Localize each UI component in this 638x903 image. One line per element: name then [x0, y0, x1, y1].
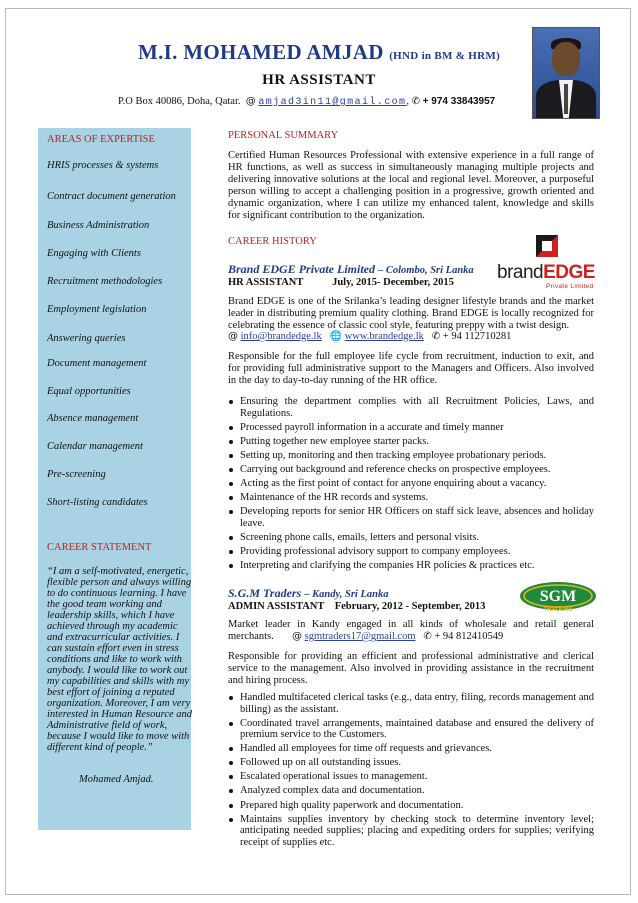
company-location: – Kandy, Sri Lanka	[304, 589, 389, 600]
company-contact	[228, 331, 511, 342]
company-location: – Colombo, Sri Lanka	[378, 265, 474, 276]
sgm-logo-sub: TRADERS	[543, 607, 573, 613]
job-role: ADMIN ASSISTANT February, 2012 - September, 2013	[228, 601, 486, 612]
company-name: Brand EDGE Private Limited – Colombo, Sri Lanka	[228, 262, 474, 276]
company-phone: + 94 112710281	[442, 331, 512, 342]
summary-text: Certified Human Resources Professional with extensive experience in a full range of HR functions, as well as success in simultaneously managing multiple projects and delivering innovative solutions at the local and regional level. Moreover, a purposeful person willing to accept a challenging position in a progressive, growth oriented and dynamic organization, where I can utilize my enhanced talent, knowledge and skills for significant contribution to the organization.	[228, 150, 594, 221]
phone-icon: ✆	[411, 96, 421, 107]
duty-item: Developing reports for senior HR Officers on staff sick leave, absences and holiday leave.	[228, 506, 594, 529]
globe-icon: 🌐	[329, 331, 343, 342]
company-email-link[interactable]: info@brandedge.lk	[240, 331, 322, 342]
expertise-item: Calendar management	[47, 441, 143, 452]
duty-item: Carrying out background and reference checks on prospective employees.	[228, 464, 594, 476]
summary-heading: PERSONAL SUMMARY	[228, 130, 339, 141]
email-icon: @	[245, 96, 256, 107]
duty-item: Maintains supplies inventory by checking stock to determine inventory level; anticipating needed supplies; placing and expediting orders for supplies; verifying receipt of supplies etc.	[228, 814, 594, 849]
expertise-item: Answering queries	[47, 333, 126, 344]
duty-item: Escalated operational issues to management.	[228, 771, 594, 783]
expertise-item: Pre-screening	[47, 469, 106, 480]
job-period: February, 2012 - September, 2013	[334, 601, 486, 612]
profile-photo	[532, 27, 600, 119]
expertise-item: Employment legislation	[47, 304, 147, 315]
sgm-traders-logo	[519, 581, 597, 613]
duty-item: Handled all employees for time off requests and grievances.	[228, 743, 594, 755]
job-role: HR ASSISTANT July, 2015- December, 2015	[228, 277, 454, 288]
address: P.O Box 40086, Doha, Qatar.	[118, 96, 241, 107]
career-heading: CAREER HISTORY	[228, 236, 317, 247]
duty-item: Maintenance of the HR records and systems.	[228, 492, 594, 504]
candidate-name: M.I. MOHAMED AMJAD (HND in BM & HRM)	[137, 40, 501, 64]
expertise-item: Short-listing candidates	[47, 497, 148, 508]
email-link[interactable]: amjad3in11@gmail.com	[258, 97, 407, 108]
expertise-item: Absence management	[47, 413, 139, 424]
duty-item: Putting together new employee starter packs.	[228, 436, 594, 448]
expertise-item: HRIS processes & systems	[47, 160, 159, 171]
phone-icon: ✆	[423, 631, 432, 642]
duty-item: Analyzed complex data and documentation.	[228, 785, 594, 797]
expertise-heading: AREAS OF EXPERTISE	[47, 134, 155, 145]
expertise-item: Document management	[47, 358, 147, 369]
company-email-link[interactable]: sgmtraders17@gmail.com	[304, 631, 416, 642]
duty-item: Followed up on all outstanding issues.	[228, 757, 594, 769]
expertise-item: Recruitment methodologies	[47, 276, 163, 287]
job-period: July, 2015- December, 2015	[332, 277, 454, 288]
duty-item: Coordinated travel arrangements, maintained database and ensured the delivery of premium service to the Customers.	[228, 718, 594, 741]
company-website-link[interactable]: www.brandedge.lk	[344, 331, 424, 342]
company-contact	[292, 631, 503, 642]
phone-number: + 974 33843957	[422, 96, 496, 107]
phone-icon: ✆	[431, 331, 441, 342]
company-description: Market leader in Kandy engaged in all kinds of wholesale and retail general merchants.	[228, 619, 594, 642]
duty-item: Setting up, monitoring and then tracking employee probationary periods.	[228, 450, 594, 462]
duty-item: Ensuring the department complies with all Recruitment Policies, Laws, and Regulations.	[228, 396, 594, 419]
job-responsibility: Responsible for the full employee life cycle from recruitment, induction to exit, and for providing full administrative support to the Managers and Officers. Also involved in the day to day-to-day running of the HR office.	[228, 351, 594, 386]
brand-edge-logo-sub: Private Limited	[546, 283, 594, 290]
duty-list	[228, 692, 594, 851]
email-icon: @	[228, 331, 238, 342]
expertise-item: Equal opportunities	[47, 386, 131, 397]
company-name: S.G.M Traders – Kandy, Sri Lanka	[228, 586, 389, 600]
email-icon: @	[292, 631, 302, 642]
duty-item: Screening phone calls, emails, letters and personal visits.	[228, 532, 594, 544]
duty-item: Interpreting and clarifying the companies HR policies & practices etc.	[228, 560, 594, 572]
company-description: Brand EDGE is one of the Srilanka’s leading designer lifestyle brands and the market leader in distributing premium quality clothing. Brand EDGE is locally recognized for celebrating the essence of classic cool style, featuring preppy with a twist design.	[228, 296, 594, 331]
duty-item: Processed payroll information in a accurate and timely manner	[228, 422, 594, 434]
expertise-item: Engaging with Clients	[47, 248, 141, 259]
career-statement: “I am a self-motivated, energetic, flexible person and always willing to do continuous learning. I have the good team working and leadership skills, which I have achieved through my academic and extracurricular activities. I can sustain effort even in stress conditions and like to work with anybody. I would like to work out my capabilities and skills with my best effort of joining a reputed organization. Moreover, I am very interested in Human Resource and Administrative field of work, because I would like to move with different kind of people.”	[47, 566, 193, 753]
brand-edge-logo-icon	[536, 235, 558, 257]
contact-line: P.O Box 40086, Doha, Qatar. @ amjad3in11@gmail.com, ✆ + 974 33843957	[118, 96, 496, 108]
duty-item: Handled multifaceted clerical tasks (e.g., data entry, filing, records management and billing) as the assistant.	[228, 692, 594, 715]
duty-list	[228, 396, 594, 574]
career-statement-heading: CAREER STATEMENT	[47, 542, 152, 553]
brand-edge-logo: brandEDGE	[497, 262, 595, 283]
sgm-logo-text: SGM	[539, 588, 577, 605]
duty-item: Prepared high quality paperwork and documentation.	[228, 800, 594, 812]
qualifications: (HND in BM & HRM)	[389, 50, 501, 62]
job-responsibility: Responsible for providing an efficient and professional administrative and clerical service to the management. Also involved in providing assistance in the recruitment and hiring process.	[228, 651, 594, 686]
job-title: HR ASSISTANT	[262, 72, 376, 88]
duty-item: Providing professional advisory support to company employees.	[228, 546, 594, 558]
signature: Mohamed Amjad.	[79, 774, 154, 785]
expertise-item: Contract document generation	[47, 191, 176, 202]
company-phone: + 94 812410549	[434, 631, 504, 642]
duty-item: Acting as the first point of contact for anyone enquiring about a vacancy.	[228, 478, 594, 490]
expertise-item: Business Administration	[47, 220, 150, 231]
